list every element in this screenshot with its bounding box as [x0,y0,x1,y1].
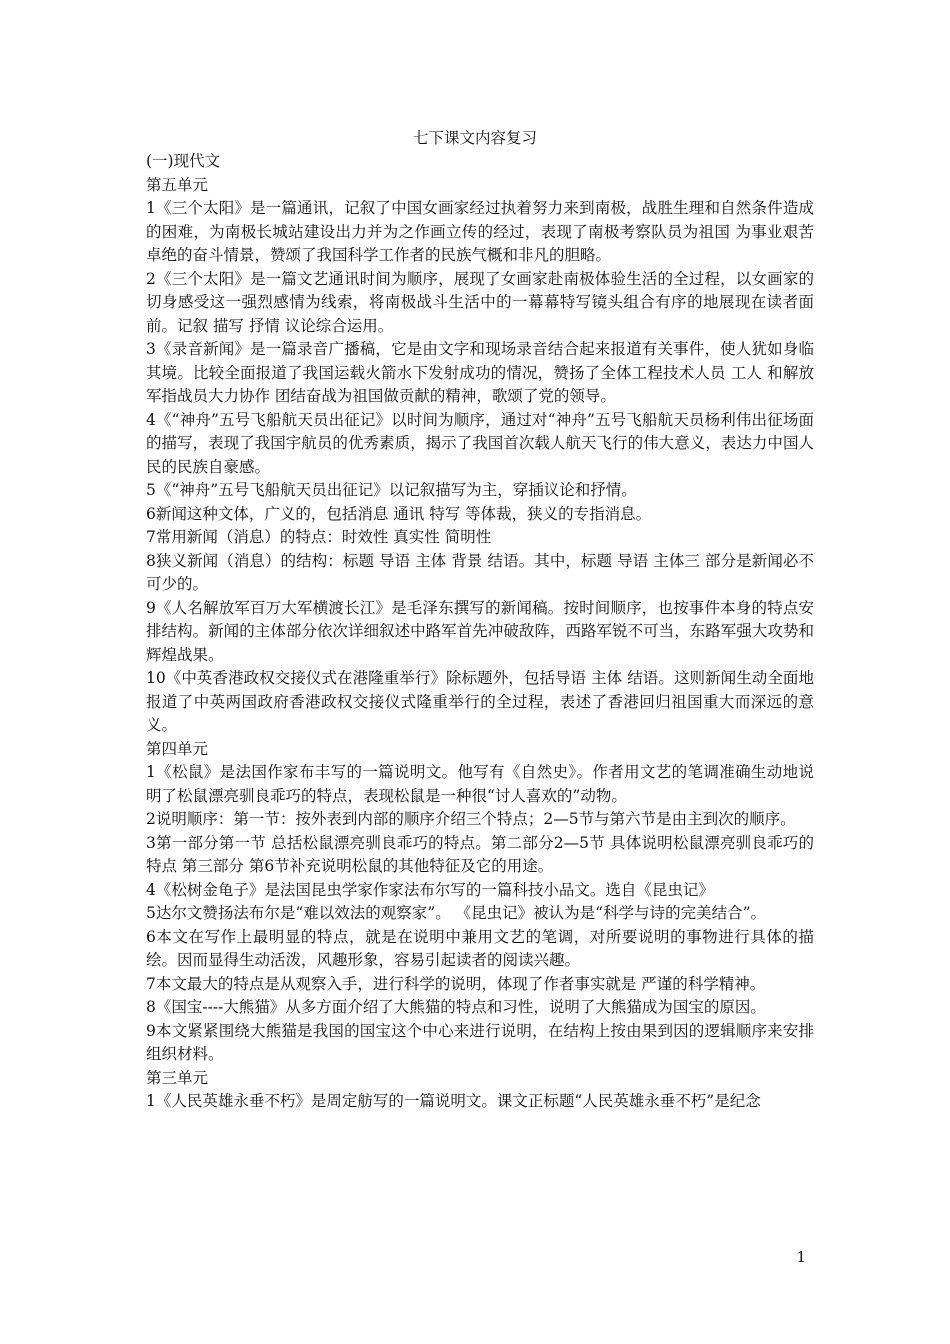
paragraph: 3第一部分第一节 总括松鼠漂亮驯良乖巧的特点。第二部分2—5节 具体说明松鼠漂亮驯良乖巧的特点 第三部分 第6节补充说明松鼠的其他特征及它的用途。 [146,833,814,875]
paragraph: 8《国宝----大熊猫》从多方面介绍了大熊猫的特点和习性，说明了大熊猫成为国宝的原因。 [146,998,766,1016]
unit-heading: 第三单元 [146,1068,209,1087]
paragraph: 9本文紧紧围绕大熊猫是我国的国宝这个中心来进行说明，在结构上按由果到因的逻辑顺序来安排组织材料。 [146,1021,814,1063]
document-body [146,150,814,1114]
paragraph: 1《三个太阳》是一篇通讯，记叙了中国女画家经过执着努力来到南极，战胜生理和自然条件造成的困难，为南极长城站建设出力并为之作画立传的经过，表现了南极考察队员为祖国 为事业艰苦卓绝的奋斗情景，赞颂了我国科学工作者的民族气概和非凡的胆略。 [146,199,814,264]
paragraph: 2说明顺序：第一节：按外表到内部的顺序介绍三个特点；2—5节与第六节是由主到次的顺序。 [146,810,796,828]
paragraph: 2《三个太阳》是一篇文艺通讯时间为顺序，展现了女画家赴南极体验生活的全过程，以女画家的切身感受这一强烈感情为线索，将南极战斗生活中的一幕幕特写镜头组合有序的地展现在读者面前。记叙 描写 抒情 议论综合运用。 [146,269,814,335]
section-heading: (一)现代文 [146,152,221,170]
page-number: 1 [796,1248,806,1266]
paragraph: 10《中英香港政权交接仪式在港隆重举行》除标题外，包括导语 主体 结语。这则新闻生动全面地报道了中英两国政府香港政权交接仪式隆重举行的全过程，表述了香港回归祖国重大而深远的意义。 [146,669,814,734]
paragraph: 9《人名解放军百万大军横渡长江》是毛泽东撰写的新闻稿。按时间顺序，也按事件本身的特点安排结构。新闻的主体部分依次详细叙述中路军首先冲破敌阵，西路军锐不可当，东路军强大攻势和辉煌战果。 [146,598,814,664]
unit-heading: 第四单元 [146,739,209,758]
paragraph: 6本文在写作上最明显的特点，就是在说明中兼用文艺的笔调，对所要说明的事物进行具体的描绘。因而显得生动活泼，风趣形象，容易引起读者的阅读兴趣。 [146,927,814,969]
paragraph: 3《录音新闻》是一篇录音广播稿，它是由文字和现场录音结合起来报道有关事件，使人犹如身临其境。比较全面报道了我国运载火箭水下发射成功的情况，赞扬了全体工程技术人员 工人 和解放军指战员大力协作 团结奋战为祖国做贡献的精神，歌颂了党的领导。 [146,340,814,405]
paragraph: 1《松鼠》是法国作家布丰写的一篇说明文。他写有《自然史》。作者用文艺的笔调准确生动地说明了松鼠漂亮驯良乖巧的特点，表现松鼠是一种很“讨人喜欢的”动物。 [146,763,814,805]
paragraph: 7本文最大的特点是从观察入手，进行科学的说明，体现了作者事实就是 严谨的科学精神。 [146,974,766,993]
document-title: 七下课文内容复习 [412,129,537,147]
paragraph: 7常用新闻（消息）的特点：时效性 真实性 简明性 [146,528,492,546]
paragraph: 4《松树金龟子》是法国昆虫学家作家法布尔写的一篇科技小品文。选自《昆虫记》 [146,880,714,899]
paragraph: 8狭义新闻（消息）的结构：标题 导语 主体 背景 结语。其中，标题 导语 主体三 部分是新闻必不可少的。 [146,551,814,593]
paragraph: 1《人民英雄永垂不朽》是周定舫写的一篇说明文。课文正标题“人民英雄永垂不朽”是纪念 [146,1092,761,1110]
paragraph: 4《“神舟”五号飞船航天员出征记》以时间为顺序，通过对“神舟”五号飞船航天员杨利伟出征场面的描写，表现了我国宇航员的优秀素质，揭示了我国首次载人航天飞行的伟大意义，表达力中国人民的民族自豪感。 [146,410,814,476]
paragraph: 5《“神舟”五号飞船航天员出征记》以记叙描写为主，穿插议论和抒情。 [146,481,637,499]
unit-heading: 第五单元 [146,175,209,194]
paragraph: 5达尔文赞扬法布尔是“难以效法的观察家”。 《昆虫记》被认为是“科学与诗的完美结合”。 [146,904,766,922]
paragraph: 6新闻这种文体，广义的，包括消息 通讯 特写 等体裁，狭义的专指消息。 [146,504,652,523]
